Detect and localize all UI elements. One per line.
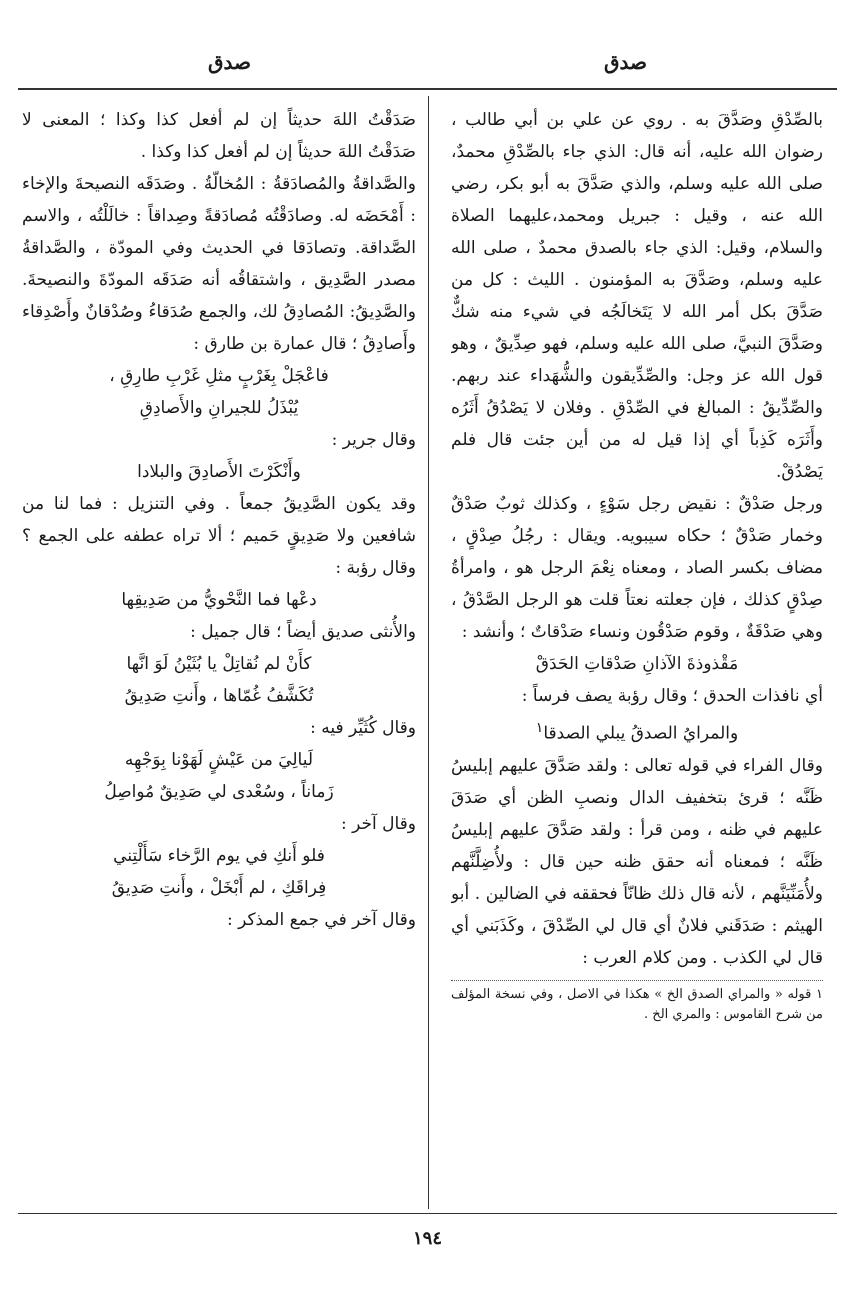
verse-line: فِراقَكِ ، لم أَبْخَلْ ، وأَنتِ صَدِيقُ [111, 878, 327, 898]
paragraph: والأُنثى صديق أيضاً ؛ قال جميل : [190, 622, 416, 642]
page-number: ١٩٤ [412, 1228, 442, 1249]
paragraph: وقال كُثَيِّر فيه : [310, 718, 416, 738]
footnote-number: ١ [816, 986, 823, 1002]
verse-text: والمرايُ الصدقُ يبلي الصدقا [543, 723, 739, 744]
paragraph: صَدَقْتُ اللهَ حديثاً إن لم أفعل كذا وكذا ؛ المعنى لا صَدَقْتُ اللهَ حديثاً إن لم أفعل كذا وكذا . [22, 110, 416, 162]
paragraph: وقال آخر : [340, 814, 416, 834]
paragraph: وقال جرير : [331, 430, 416, 450]
paragraph: وقد يكون الصَّدِيقُ جمعاً . وفي التنزيل : فما لنا من شافعين ولا صَدِيقٍ حَميم ؛ ألا تراه عطفه على الجمع ؟ وقال رؤبة : [22, 494, 416, 578]
left-column [22, 104, 416, 1204]
running-header-right: صدق [604, 50, 647, 74]
column-divider [428, 96, 429, 1209]
paragraph: بالصِّدْقِ وصَدَّقَ به . روي عن علي بن أبي طالب ، رضوان الله عليه، أنه قال: الذي جاء بالصِّدْقِ محمدٌ، صلى الله عليه وسلم، والذي صَدَّقَ به أبو بكر، رضي الله عنه ، وقيل : جبريل ومحمد،عليهما الصلاة والسلام، وقيل: الذي جاء بالصدق محمدٌ ، صلى الله عليه وسلم، وصَدَّقَ به المؤمنون . الليث : كل من صَدَّقَ بكل أمر الله لا يَتَخالَجُه في شيء منه شكٌّ وصَدَّقَ النبيَّ، صلى الله عليه وسلم، فهو صِدِّيقٌ ، وهو قول الله عز وجل: والصِّدِّيقون والشُّهَداء عند ربهم. والصِّدِّيقُ : المبالغ في الصِّدْقِ . وفلان لا يَصْدُقُ أَثَرُه وأَثَرَه كَذِباً أي إذا قيل له من أين جئت قال فلم يَصْدُقْ. [451, 110, 823, 482]
footnote-separator [451, 980, 823, 981]
verse-line: كأَنْ لم نُقاتِلْ يا بُثَيْنُ لَوَ انَّها [126, 654, 312, 674]
right-column [451, 104, 823, 1204]
verse-line: يُبْذَلُ للجيرانِ والأَصادِقِ [139, 398, 299, 418]
paragraph: وقال آخر في جمع المذكر : [226, 910, 416, 930]
verse-line: تُكَشَّفُ غُمّاها ، وأَنتِ صَدِيقُ [124, 686, 314, 706]
paragraph: ورجل صَدْقٌ : نقيض رجل سَوْءٍ ، وكذلك ثوبٌ صَدْقٌ وخمار صَدْقٌ ؛ حكاه سيبويه. ويقال : رجُلُ صِدْقٍ ، مضاف بكسر الصاد ، ومعناه نِعْمَ الرجل هو ، وامرأةُ صِدْقٍ كذلك ، فإن جعلته نعتاً قلت هو الرجل الصَّدْقُ ، وهي صَدْقَةٌ ، وقوم صَدْقُون ونساء صَدْقاتٌ ؛ وأنشد : [451, 494, 823, 642]
verse-line: فاعْجَلْ بِغَرْبٍ مثلِ غَرْبِ طارِقِ ، [109, 366, 329, 386]
footer-rule [18, 1213, 837, 1214]
paragraph: والصَّداقةُ والمُصادَقةُ : المُخالّةُ . وصَدَقَه النصيحةَ والإخاء : أَمْحَضَه له. وصادَقْتُه مُصادَقةً وصِداقاً : خالَلْتُه ، والاسم الصَّداقة. وتصادَقا في الحديث وفي المودّة ، والصَّداقةُ مصدر الصَّدِيق ، واشتقاقُه أنه صَدَقَه المودّةَ والنصيحةَ. والصَّدِيقُ: المُصادِقُ لك، والجمع صُدَقاءُ وصُدْقانٌ وأَصْدِقاء وأَصادِقُ ؛ قال عمارة بن طارق : [22, 174, 416, 354]
footnote-text: قوله « والمراي الصدق الخ » هكذا في الاصل ، وفي نسخة المؤلف من شرح القاموس : والمري الخ . [451, 986, 823, 1022]
header-rule [18, 88, 837, 90]
footnote [451, 985, 823, 1025]
verse-line [451, 712, 823, 750]
verse-line: لَيالِيَ من عَيْشٍ لَهَوْنا بِوَجْهِه [124, 750, 314, 770]
verse-line: زَماناً ، وسُعْدى لي صَدِيقٌ مُواصِلُ [104, 782, 334, 802]
paragraph: وقال الفراء في قوله تعالى : ولقد صَدَّقَ عليهم إبليسُ ظَنَّه ؛ قرئ بتخفيف الدال ونصبِ الظن أي صَدَقَ عليهم في ظنه ، ومن قرأ : ولقد صَدَّقَ عليهم إبليسُ ظَنَّه ؛ فمعناه أنه حقق ظنه حين قال : ولأُضِلَّنَّهم ولأُمَنِّيَنَّهم ، لأنه قال ذلك ظانّاً فحققه في الضالين . أبو الهيثم : صَدَقَني فلانٌ أي قال لي الصِّدْقَ ، وكَذَبَني أي قال لي الكذب . ومن كلام العرب : [451, 755, 823, 968]
verse-line: فلو أَنكِ في يوم الرَّخاء سَأَلْتِني [113, 846, 325, 866]
verse-line: مَقْذوذةَ الآذانِ صَدْقاتِ الحَدَقْ [535, 654, 739, 674]
verse-line: دعْها فما النَّحْويُّ من صَدِيقِها [121, 590, 317, 610]
verse-line: وأَنْكَرْتَ الأَصادِقَ والبلادا [137, 462, 301, 482]
running-header-left: صدق [208, 50, 251, 74]
paragraph: أي نافذات الحدق ؛ وقال رؤبة يصف فرساً : [521, 686, 823, 706]
footnote-marker: ١ [535, 720, 544, 736]
